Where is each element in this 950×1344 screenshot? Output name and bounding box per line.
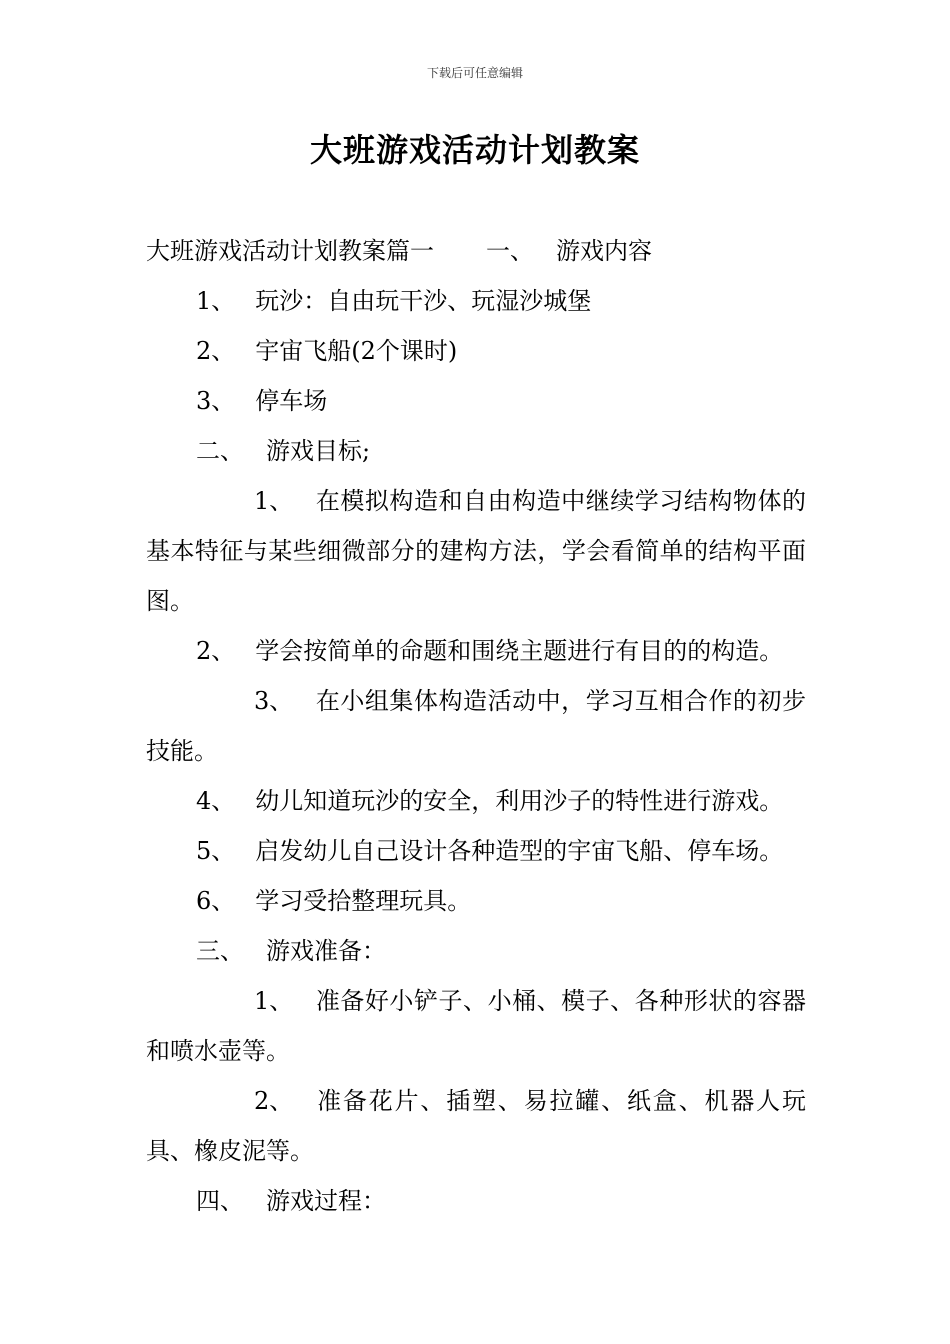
section-number: 三、 bbox=[196, 937, 244, 965]
item-text: 在小组集体构造活动中，学习互相合作的初步技能。 bbox=[146, 687, 806, 765]
item-text: 在模拟构造和自由构造中继续学习结构物体的基本特征与某些细微部分的建构方法，学会看简单的结构平面图。 bbox=[146, 487, 806, 615]
item-number: 3、 bbox=[254, 687, 294, 715]
intro-line bbox=[146, 226, 806, 276]
document-title: 大班游戏活动计划教案 bbox=[309, 131, 640, 169]
item-number: 1、 bbox=[196, 287, 236, 315]
item-text: 准备花片、插塑、易拉罐、纸盒、机器人玩具、橡皮泥等。 bbox=[146, 1087, 806, 1165]
item-number: 2、 bbox=[196, 637, 236, 665]
list-item bbox=[146, 376, 806, 426]
item-text: 学会按简单的命题和围绕主题进行有目的的构造。 bbox=[255, 637, 784, 665]
list-item bbox=[146, 876, 806, 926]
header-note: 下载后可任意编辑 bbox=[426, 66, 523, 80]
item-text: 玩沙：自由玩干沙、玩湿沙城堡 bbox=[255, 287, 592, 315]
list-item bbox=[146, 476, 806, 626]
item-number: 6、 bbox=[196, 887, 236, 915]
item-text: 幼儿知道玩沙的安全，利用沙子的特性进行游戏。 bbox=[255, 787, 784, 815]
list-item bbox=[146, 326, 806, 376]
item-number: 1、 bbox=[254, 487, 294, 515]
item-text: 启发幼儿自己设计各种造型的宇宙飞船、停车场。 bbox=[255, 837, 784, 865]
section-heading bbox=[146, 926, 806, 976]
section-heading bbox=[146, 1176, 806, 1226]
item-text: 宇宙飞船(2个课时) bbox=[255, 337, 458, 365]
item-number: 5、 bbox=[196, 837, 236, 865]
list-item bbox=[146, 826, 806, 876]
list-item bbox=[146, 676, 806, 776]
item-text: 准备好小铲子、小桶、模子、各种形状的容器和喷水壶等。 bbox=[146, 987, 806, 1065]
section-title: 游戏过程： bbox=[266, 1187, 386, 1215]
item-number: 3、 bbox=[196, 387, 236, 415]
item-number: 4、 bbox=[196, 787, 236, 815]
section-heading bbox=[146, 426, 806, 476]
list-item bbox=[146, 276, 806, 326]
section-title: 游戏准备： bbox=[266, 937, 386, 965]
item-number: 2、 bbox=[254, 1087, 294, 1115]
section-title: 游戏目标; bbox=[266, 437, 371, 465]
list-item bbox=[146, 626, 806, 676]
section-number: 四、 bbox=[196, 1187, 244, 1215]
section-number: 一、 bbox=[486, 237, 534, 265]
document-body bbox=[146, 226, 806, 1226]
item-text: 停车场 bbox=[255, 387, 328, 415]
list-item bbox=[146, 976, 806, 1076]
item-number: 2、 bbox=[196, 337, 236, 365]
item-text: 学习受拾整理玩具。 bbox=[255, 887, 472, 915]
list-item bbox=[146, 776, 806, 826]
list-item bbox=[146, 1076, 806, 1176]
intro-prefix: 大班游戏活动计划教案篇一 bbox=[146, 237, 434, 265]
item-number: 1、 bbox=[254, 987, 294, 1015]
section-title: 游戏内容 bbox=[556, 237, 652, 265]
section-number: 二、 bbox=[196, 437, 244, 465]
